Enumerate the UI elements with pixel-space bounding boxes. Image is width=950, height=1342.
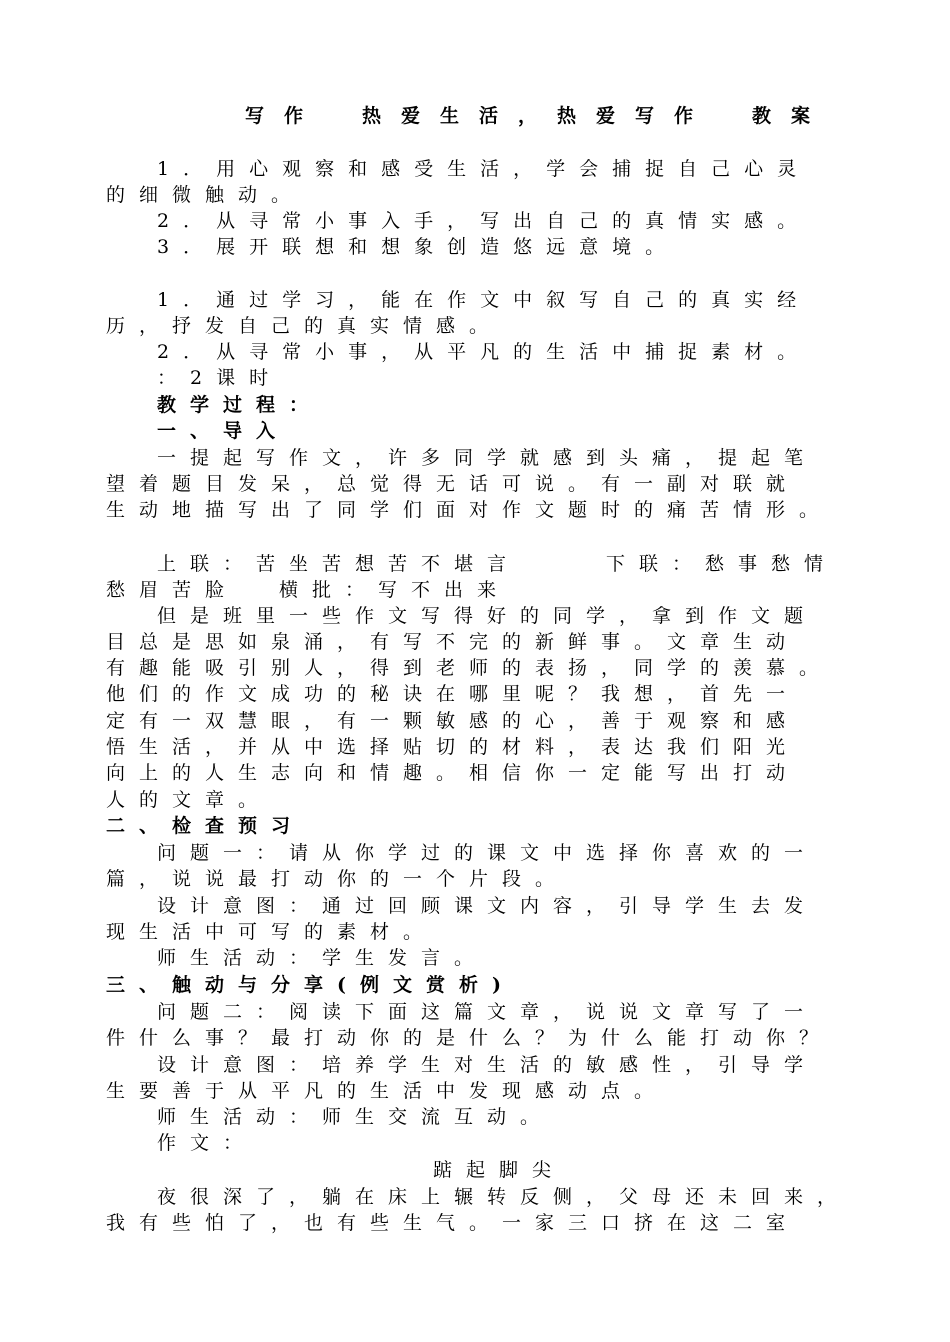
paragraph-line: 人的文章。 [106,789,272,811]
paragraph-line: 他们的作文成功的秘诀在哪里呢？我想，首先一 [106,683,800,705]
paragraph-line: 师生活动：学生发言。 [157,947,488,969]
essay-title: 踮起脚尖 [433,1159,566,1181]
paragraph-line: 问题一：请从你学过的课文中选择你喜欢的一 [157,842,818,864]
key-point-line: 1．通过学习，能在作文中叙写自己的真实经 [157,289,811,311]
objective-line: 3．展开联想和想象创造悠远意境。 [157,236,679,258]
document-title: 写作 热爱生活，热爱写作 教案 [245,105,831,127]
essay-line: 夜很深了，躺在床上辗转反侧，父母还未回来， [157,1186,851,1208]
paragraph-line: 生动地描写出了同学们面对作文题时的痛苦情形。 [106,499,833,521]
paragraph-line: 件什么事？最打动你的是什么？为什么能打动你？ [106,1027,833,1049]
paragraph-line: 设计意图：通过回顾课文内容，引导学生去发 [157,895,818,917]
paragraph-line: 望着题目发呆，总觉得无话可说。有一副对联就 [106,473,800,495]
essay-line: 我有些怕了，也有些生气。一家三口挤在这二室 [106,1212,800,1234]
objective-line: 1．用心观察和感受生活，学会捕捉自己心灵 [157,158,811,180]
paragraph-line: 但是班里一些作文写得好的同学，拿到作文题 [157,605,818,627]
paragraph-line: 向上的人生志向和情趣。相信你一定能写出打动 [106,762,800,784]
section-heading: 一、导入 [157,420,290,442]
paragraph-line: 作文： [157,1132,257,1154]
paragraph-line: 设计意图：培养学生对生活的敏感性，引导学 [157,1054,818,1076]
objective-line: 的细微触动。 [106,184,305,206]
paragraph-line: 悟生活，并从中选择贴切的材料，表达我们阳光 [106,736,800,758]
paragraph-line: 现生活中可写的素材。 [106,921,437,943]
section-heading: 三、触动与分享(例文赏析) [106,974,515,996]
couplet-horizontal: 横批：写不出来 [279,579,511,601]
couplet-lower-cont: 愁眉苦脸 [106,579,239,601]
key-point-line: 历，抒发自己的真实情感。 [106,315,503,337]
paragraph-line: 篇，说说最打动你的一个片段。 [106,868,569,890]
paragraph-line: 目总是思如泉涌，有写不完的新鲜事。文章生动 [106,631,800,653]
section-heading: 二、检查预习 [106,815,305,837]
paragraph-line: 问题二：阅读下面这篇文章，说说文章写了一 [157,1001,818,1023]
class-hours: ：2课时 [157,367,283,389]
paragraph-line: 师生活动：师生交流互动。 [157,1106,554,1128]
paragraph-line: 一提起写作文，许多同学就感到头痛，提起笔 [157,447,818,469]
couplet-upper: 上联：苦坐苦想苦不堪言 [157,553,521,575]
paragraph-line: 生要善于从平凡的生活中发现感动点。 [106,1080,668,1102]
key-point-line: 2．从寻常小事，从平凡的生活中捕捉素材。 [157,341,811,363]
section-heading: 教学过程： [157,394,323,416]
paragraph-line: 有趣能吸引别人，得到老师的表扬，同学的羡慕。 [106,657,833,679]
objective-line: 2．从寻常小事入手，写出自己的真情实感。 [157,210,811,232]
couplet-lower: 下联：愁事愁情 [606,553,838,575]
paragraph-line: 定有一双慧眼，有一颗敏感的心，善于观察和感 [106,710,800,732]
